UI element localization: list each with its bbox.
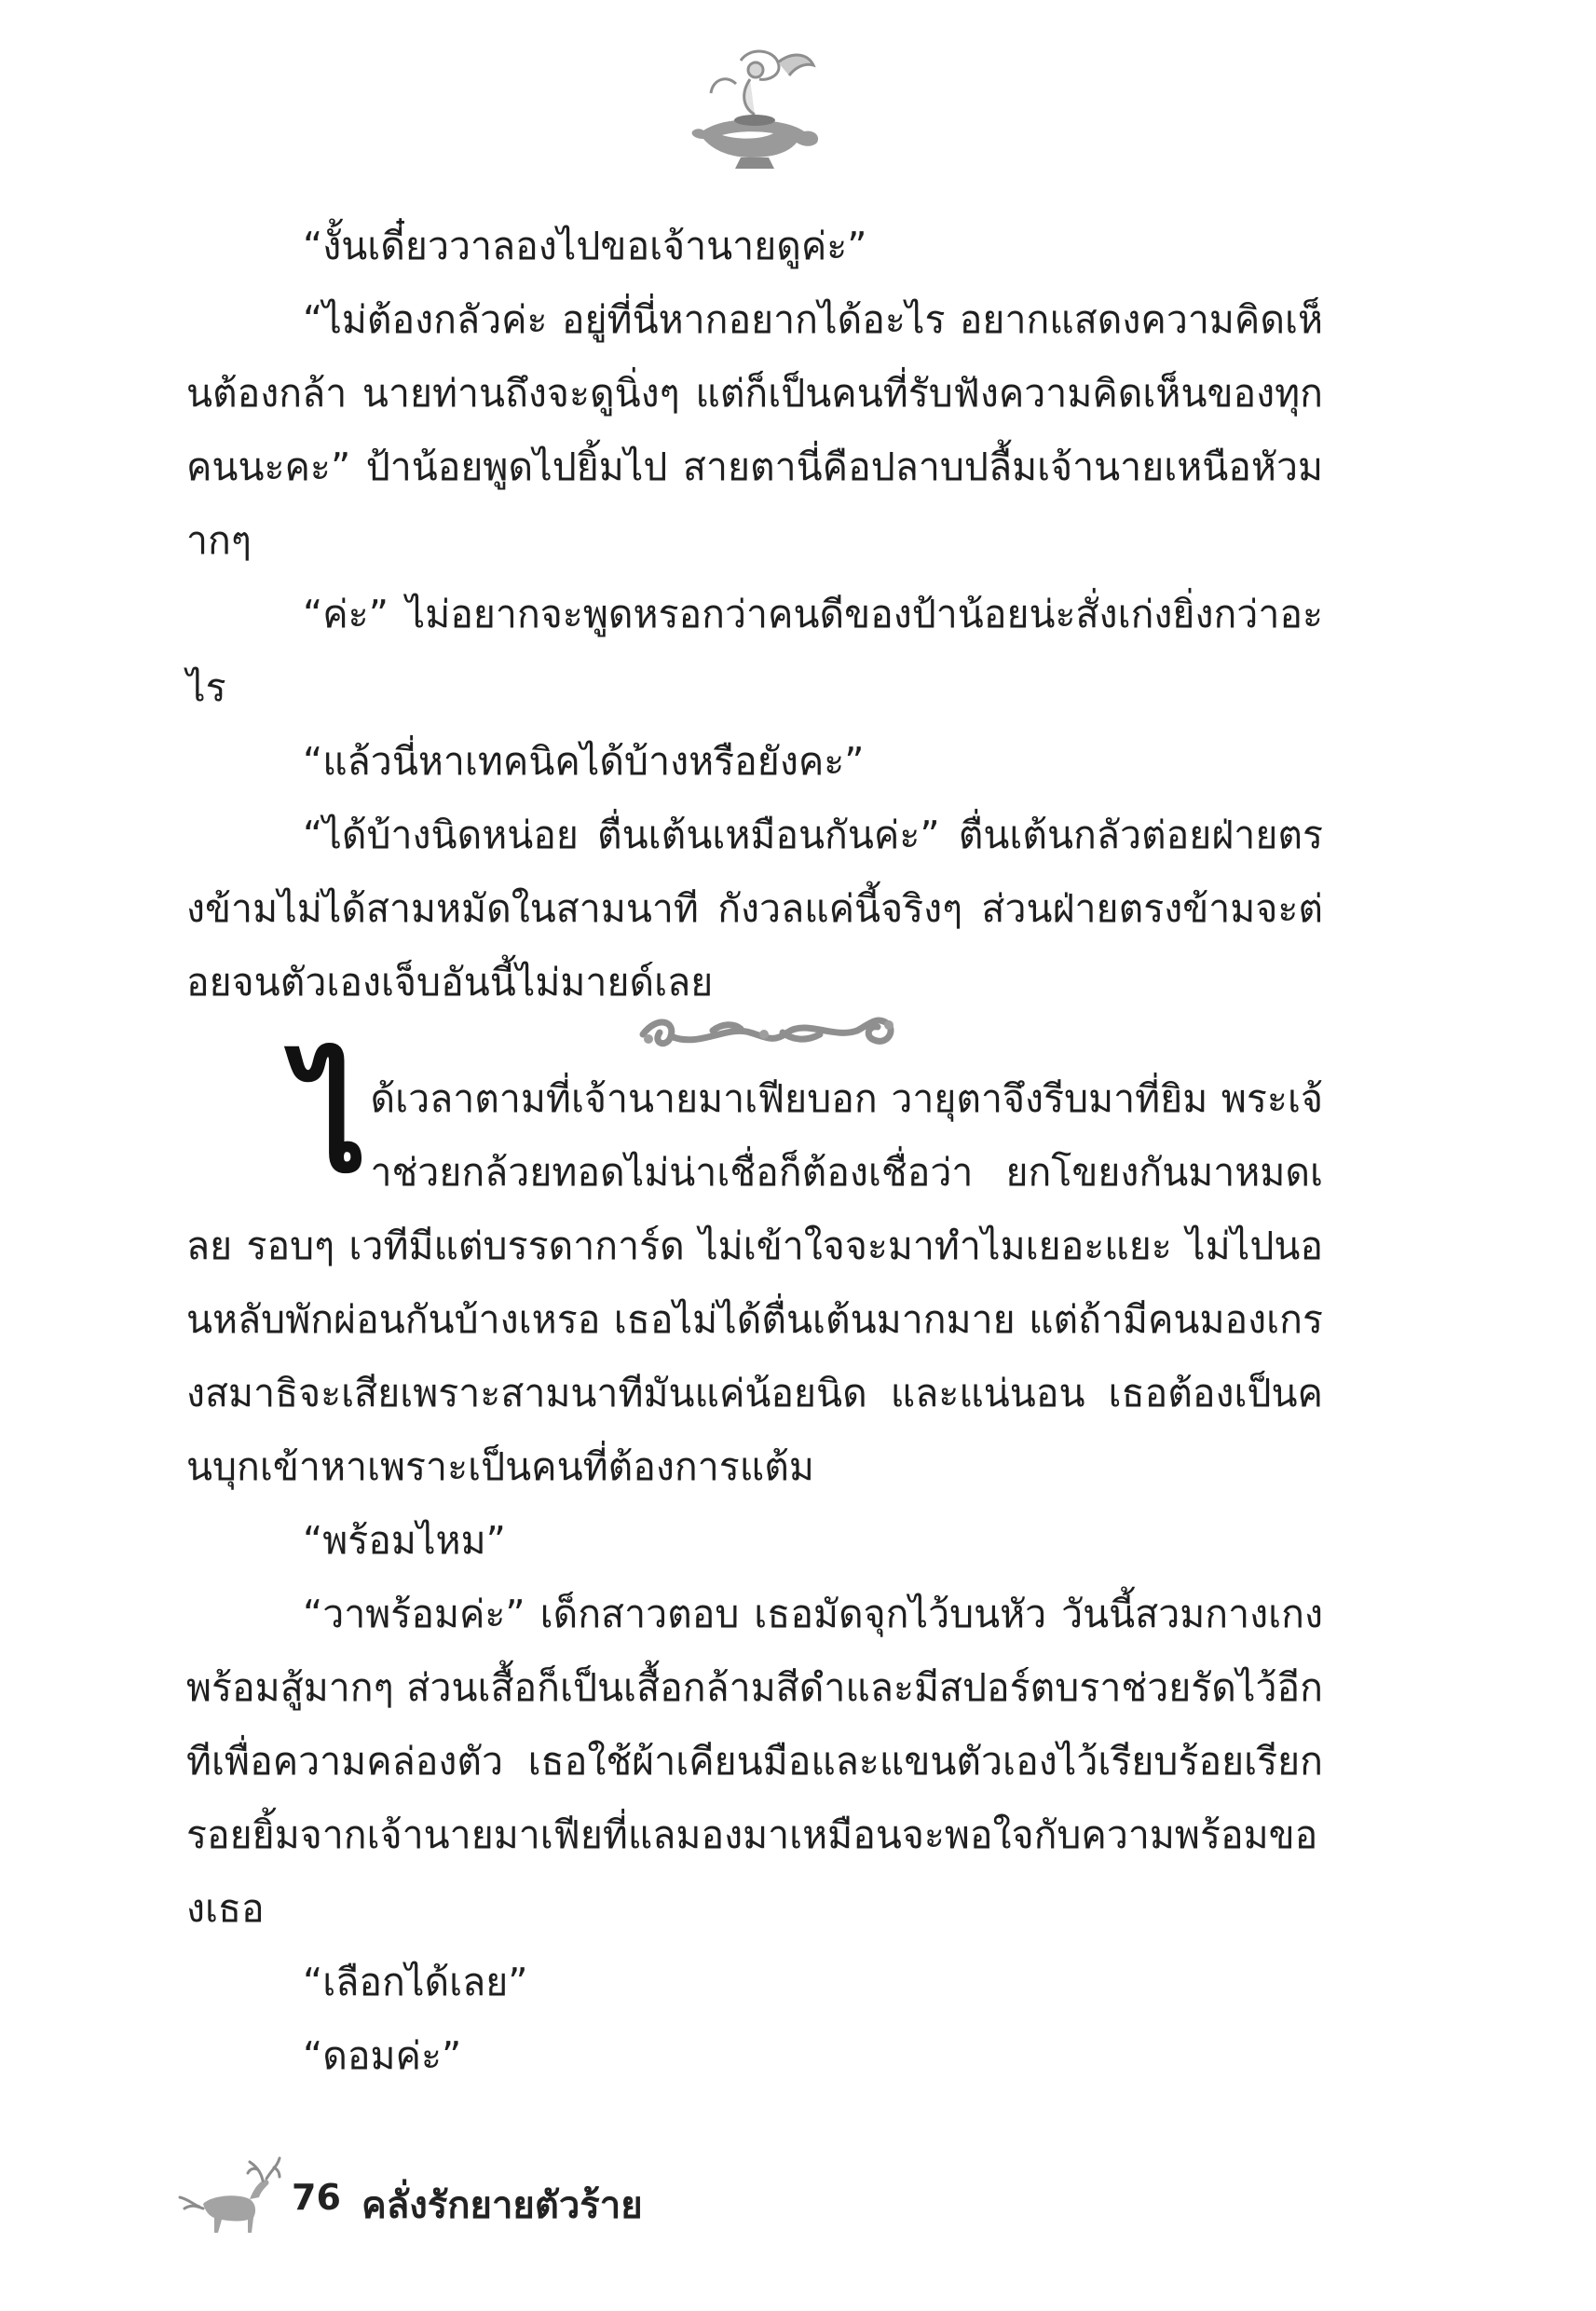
paragraph: “ค่ะ” ไม่อยากจะพูดหรอกว่าคนดีของป้าน้อยน่ะสั่งเก่งยิ่งกว่าอะไร — [186, 592, 1323, 710]
angel-lamp-ornament-icon — [685, 42, 825, 177]
paragraph-with-dropcap — [186, 1040, 1323, 1504]
flourish-divider-icon — [624, 997, 904, 1062]
text-section-1 — [186, 210, 1323, 1019]
paragraph: “แล้วนี่หาเทคนิคได้บ้างหรือยังคะ” — [303, 739, 865, 784]
paragraph: “พร้อมไหม” — [303, 1518, 506, 1563]
paragraph-text: ด้เวลาตามที่เจ้านายมาเฟียบอก วายุตาจึงรีบมาที่ยิม พระเจ้าช่วยกล้วยทอดไม่น่าเชื่อก็ต้องเชื่อว่า ยกโขยงกันมาหมดเลย รอบๆ เวทีมีแต่บรรดาการ์ด ไม่เข้าใจจะมาทำไมเยอะแยะ ไม่ไปนอนหลับพักผ่อนกันบ้างเหรอ เธอไม่ได้ตื่นเต้นมากมาย แต่ถ้ามีคนมองเกรงสมาธิจะเสียเพราะสามนาทีมันแค่น้อยนิด และแน่นอน เธอต้องเป็นคนบุกเข้าหาเพราะเป็นคนที่ต้องการแต้ม — [186, 1076, 1323, 1489]
text-section-2 — [186, 1040, 1323, 2093]
paragraph: “ไม่ต้องกลัวค่ะ อยู่ที่นี่หากอยากได้อะไร อยากแสดงความคิดเห็นต้องกล้า นายท่านถึงจะดูนิ่งๆ แต่ก็เป็นคนที่รับฟังความคิดเห็นของทุกคนนะคะ” ป้าน้อยพูดไปยิ้มไป สายตานี่คือปลาบปลื้มเจ้านายเหนือหัวมากๆ — [186, 297, 1323, 563]
paragraph: “งั้นเดี๋ยววาลองไปขอเจ้านายดูค่ะ” — [303, 224, 867, 268]
paragraph: “ได้บ้างนิดหน่อย ตื่นเต้นเหมือนกันค่ะ” ตื่นเต้นกลัวต่อยฝ่ายตรงข้ามไม่ได้สามหมัดในสามนาที กังวลแค่นี้จริงๆ ส่วนฝ่ายตรงข้ามจะต่อยจนตัวเองเจ็บอันนี้ไม่มายด์เลย — [186, 813, 1323, 1005]
paragraph: “วาพร้อมค่ะ” เด็กสาวตอบ เธอมัดจุกไว้บนหัว วันนี้สวมกางเกงพร้อมสู้มากๆ ส่วนเสื้อก็เป็นเสื้อกล้ามสีดำและมีสปอร์ตบราช่วยรัดไว้อีกทีเพื่อความคล่องตัว เธอใช้ผ้าเคียนมือและแขนตัวเองไว้เรียบร้อยเรียกรอยยิ้มจากเจ้านายมาเฟียที่แลมองมาเหมือนจะพอใจกับความพร้อมของเธอ — [186, 1592, 1323, 1931]
paragraph: “เลือกได้เลย” — [303, 1960, 528, 2004]
deer-ornament-icon — [175, 2153, 282, 2236]
book-title: คลั่งรักยายตัวร้าย — [361, 2184, 643, 2227]
page-number: 76 — [292, 2177, 341, 2218]
paragraph: “ดอมค่ะ” — [303, 2033, 462, 2078]
page-footer — [175, 2153, 827, 2236]
drop-cap: ไ — [296, 1040, 367, 1204]
